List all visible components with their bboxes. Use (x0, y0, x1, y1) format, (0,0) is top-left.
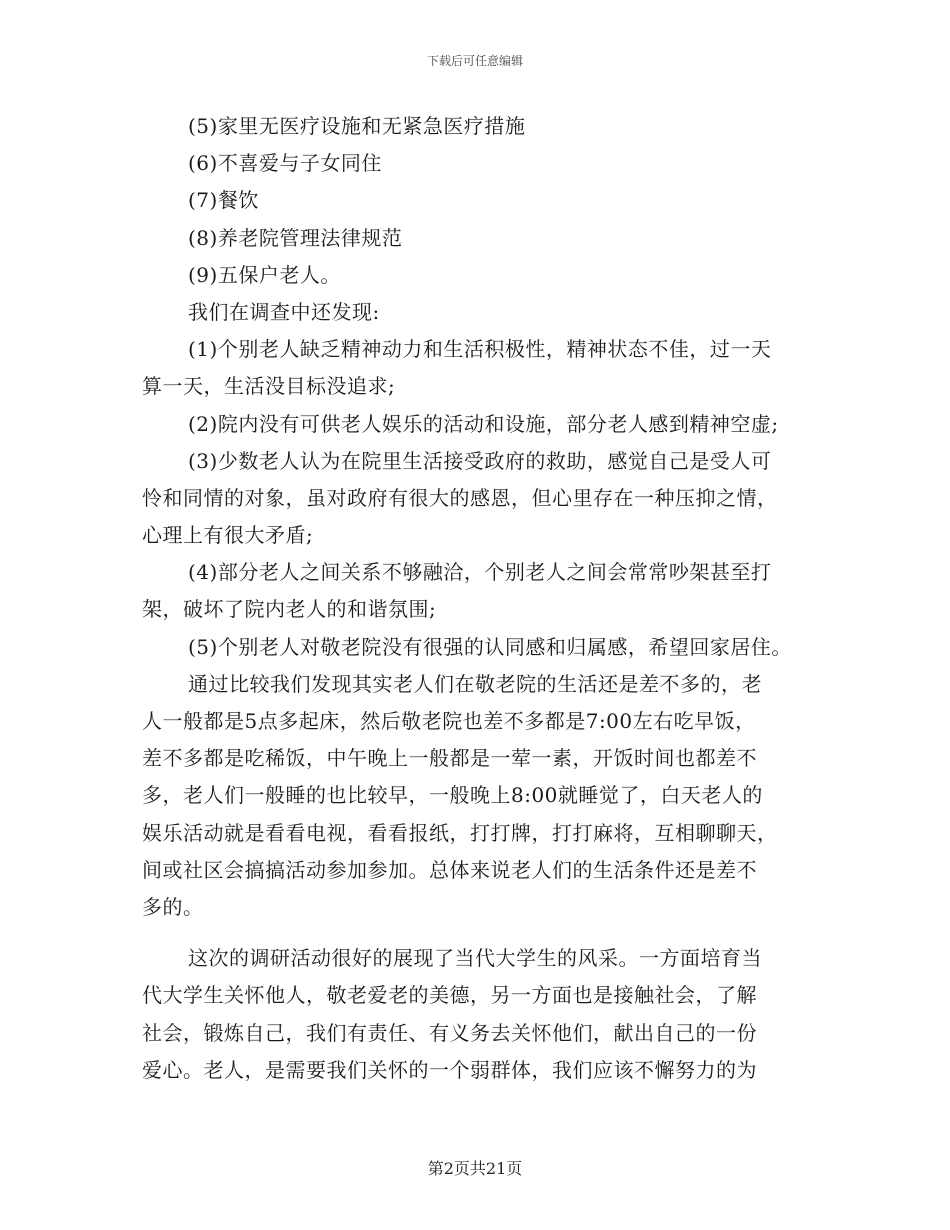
paragraph-line: 人一般都是5点多起床，然后敬老院也差不多都是7:00左右吃早饭， (142, 709, 756, 733)
list-item: (8)养老院管理法律规范 (188, 225, 403, 250)
finding-item: (5)个别老人对敬老院没有很强的认同感和归属感，希望回家居住。 (188, 634, 792, 659)
paragraph-line: 通过比较我们发现其实老人们在敬老院的生活还是差不多的，老 (188, 671, 762, 696)
paragraph-line: 多的。 (142, 894, 204, 919)
page-header: 下载后可任意编辑 (426, 54, 523, 68)
page-footer: 第2页共21页 (427, 1159, 523, 1178)
paragraph-line: 爱心。老人，是需要我们关怀的一个弱群体，我们应该不懈努力的为 (142, 1057, 757, 1082)
finding-item-continued: 算一天，生活没目标没追求; (142, 374, 396, 399)
paragraph-line: 间或社区会搞搞活动参加参加。总体来说老人们的生活条件还是差不 (142, 857, 757, 882)
finding-item-continued: 心理上有很大矛盾; (142, 523, 314, 548)
finding-item: (3)少数老人认为在院里生活接受政府的救助，感觉自己是受人可 (188, 448, 772, 473)
paragraph-gap (142, 926, 832, 940)
paragraph-line: 我们在调查中还发现: (188, 299, 380, 324)
finding-item-continued: 怜和同情的对象，虽对政府有很大的感恩，但心里存在一种压抑之情， (142, 485, 778, 510)
finding-item-continued: 架，破坏了院内老人的和谐氛围; (142, 597, 437, 622)
paragraph-line: 多，老人们一般睡的也比较早，一般晚上8:00就睡觉了，白天老人的 (142, 783, 763, 808)
list-item: (6)不喜爱与子女同住 (188, 151, 382, 176)
paragraph-line: 社会，锻炼自己，我们有责任、有义务去关怀他们，献出自己的一份 (142, 1020, 757, 1045)
list-item: (5)家里无医疗设施和无紧急医疗措施 (188, 114, 526, 138)
finding-item: (4)部分老人之间关系不够融洽，个别老人之间会常常吵架甚至打 (188, 560, 772, 585)
list-item: (9)五保户老人。 (188, 262, 341, 287)
paragraph-line: 这次的调研活动很好的展现了当代大学生的风采。一方面培育当 (188, 946, 762, 971)
finding-item: (1)个别老人缺乏精神动力和生活积极性，精神状态不佳，过一天 (188, 337, 772, 362)
paragraph-line: 娱乐活动就是看看电视，看看报纸，打打牌，打打麻将，互相聊聊天， (142, 820, 778, 845)
document-body (142, 108, 832, 1089)
paragraph-line: 代大学生关怀他人，敬老爱老的美德，另一方面也是接触社会，了解 (142, 983, 757, 1008)
paragraph-line: 差不多都是吃稀饭，中午晚上一般都是一荤一素，开饭时间也都差不 (142, 746, 757, 771)
list-item: (7)餐饮 (188, 188, 259, 213)
finding-item: (2)院内没有可供老人娱乐的活动和设施，部分老人感到精神空虚; (188, 411, 779, 436)
